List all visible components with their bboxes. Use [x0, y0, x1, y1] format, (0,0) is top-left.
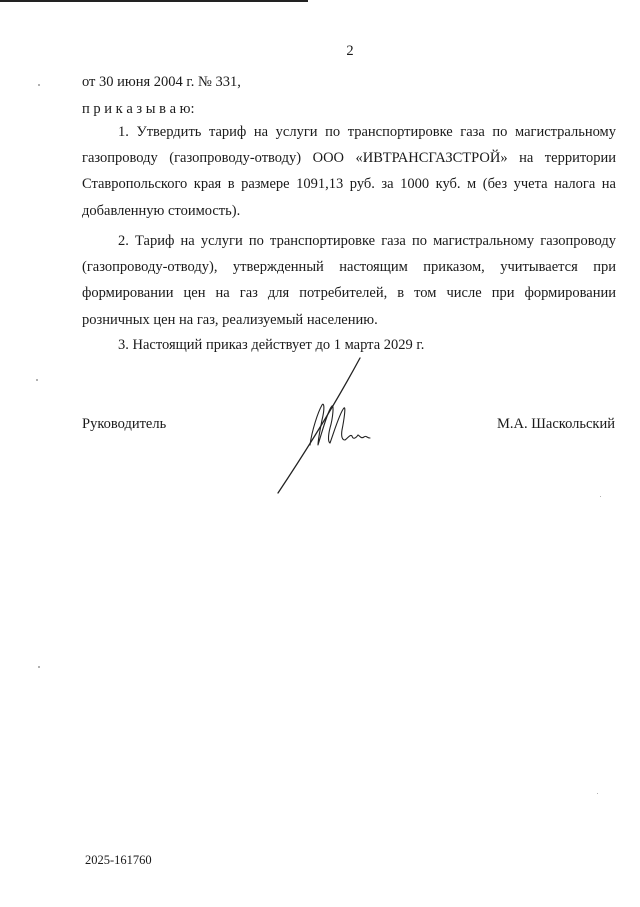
signatory-role: Руководитель — [82, 416, 167, 432]
registration-number: 2025-161760 — [85, 853, 152, 867]
paragraph-1: 1. Утвердить тариф на услуги по транспортировке газа по магистральному газопроводу (газопроводу-отводу) ООО «ИВТРАНСГАЗСТРОЙ» на территории Ставропольского края в размере 1091,13 руб. за 1000 куб. м (без учета налога на добавленную стоимость). — [82, 124, 616, 219]
page-number: 2 — [346, 43, 354, 59]
handwritten-signature — [270, 350, 380, 500]
scan-speck — [597, 793, 598, 794]
scan-speck — [600, 496, 601, 497]
signatory-name: М.А. Шаскольский — [497, 416, 615, 432]
paragraph-2: 2. Тариф на услуги по транспортировке газа по магистральному газопроводу (газопроводу-отводу), утвержденный настоящим приказом, учитывается при формировании цен на газ для потребителей, в том числе при формировании розничных цен на газ, реализуемый населению. — [82, 233, 616, 328]
scan-speck — [36, 379, 38, 381]
paragraph-3: 3. Настоящий приказ действует до 1 марта 2029 г. — [118, 337, 425, 353]
order-word: п р и к а з ы в а ю: — [82, 101, 195, 117]
scan-speck — [38, 666, 40, 668]
scan-speck — [38, 84, 40, 86]
top-rule — [0, 0, 308, 2]
previous-order-line: от 30 июня 2004 г. № 331, — [82, 74, 241, 90]
